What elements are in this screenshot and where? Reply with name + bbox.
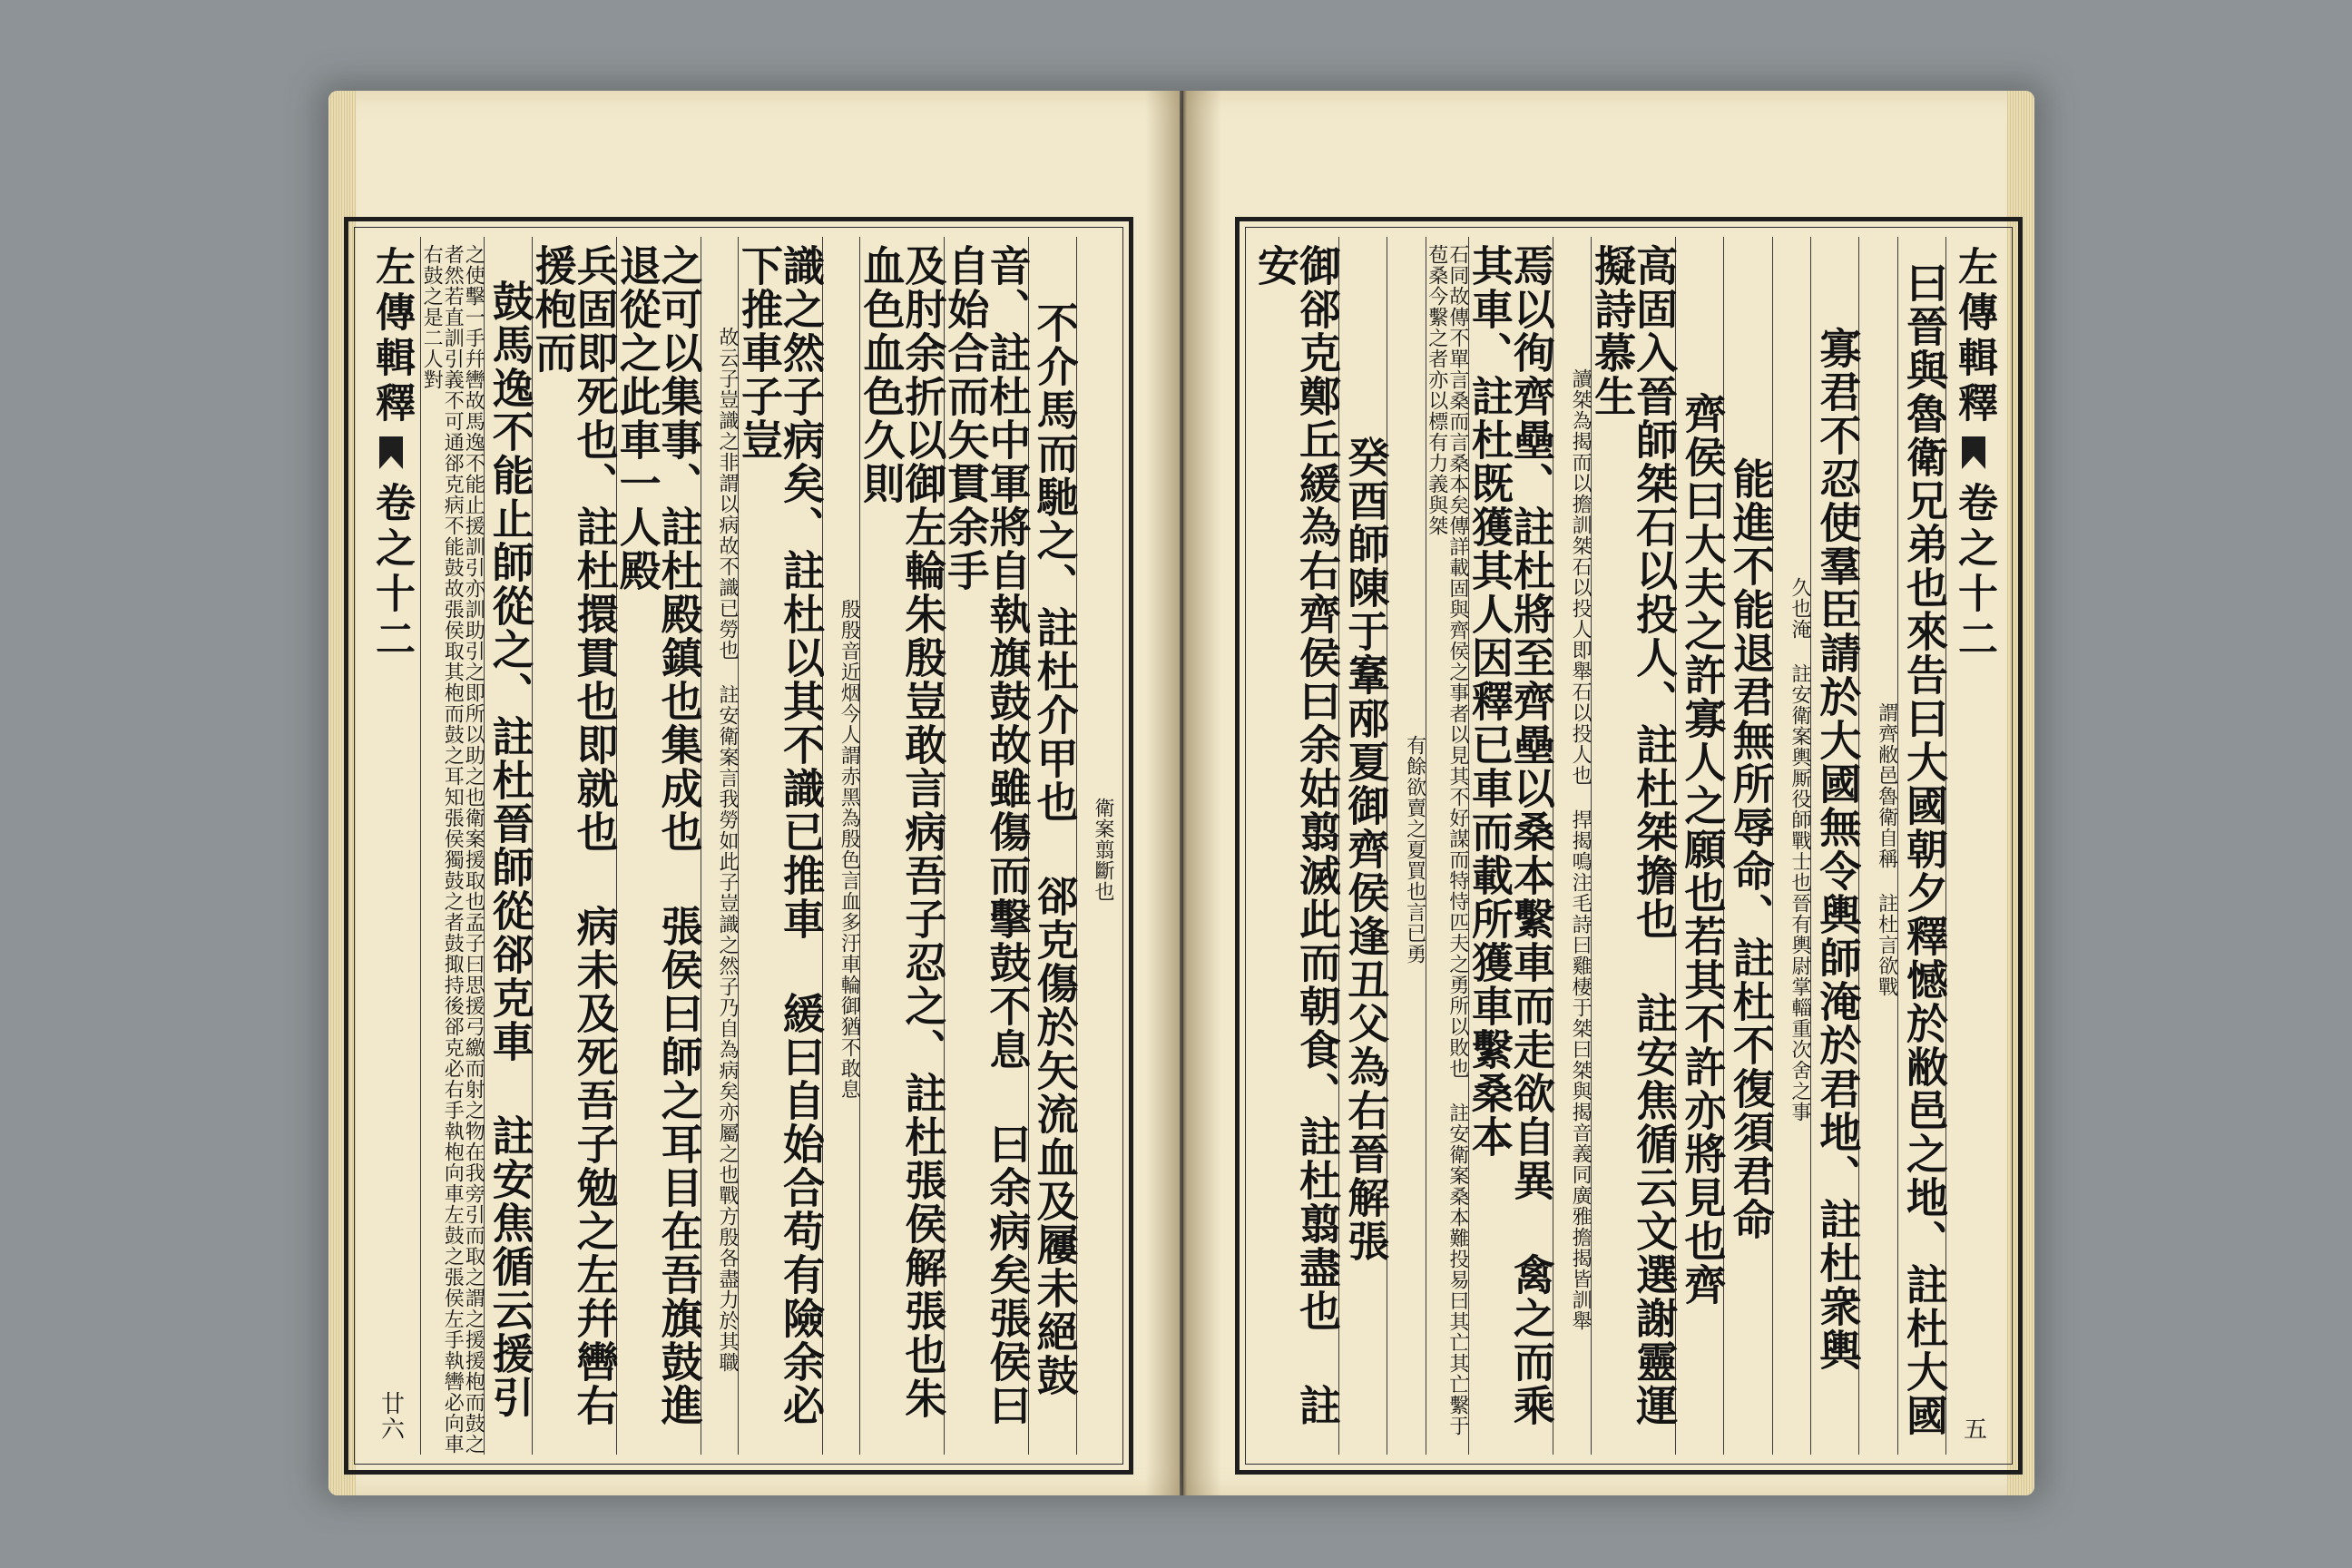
left-page-frame xyxy=(345,218,1132,1474)
text-column xyxy=(1553,237,1591,1455)
folio-number: 廿六 xyxy=(377,1391,405,1442)
text-column xyxy=(1588,237,1680,1455)
fishtail-ornament xyxy=(1962,436,1985,469)
text-column xyxy=(484,237,535,1455)
text-column xyxy=(1076,237,1113,1455)
text-column xyxy=(1897,237,1949,1455)
main-text: 齊侯曰大夫之許寡人之願也若其不許亦將見也齊 xyxy=(1678,392,1728,1307)
text-column xyxy=(1387,237,1425,1455)
annotation-text: 石同故傳不單言桑而言桑本矣傳詳載固與齊侯之事者以見其不好謀而特恃匹夫之勇所以敗也 註安衛案桑本難投易曰其亡其亡繫于苞桑今繫之者亦以標有力義與桀 xyxy=(1425,244,1469,1436)
text-column xyxy=(1251,237,1343,1455)
right-page xyxy=(1183,91,2034,1495)
main-text: 曰晉與魯衛兄弟也來告曰大國朝夕釋憾於敝邑之地、註杜大國 xyxy=(1900,261,1949,1437)
margin-volume-number: 卷之十二 xyxy=(1951,482,1997,663)
text-column xyxy=(612,237,704,1455)
open-book xyxy=(328,91,2034,1495)
margin-volume-number: 卷之十二 xyxy=(368,482,416,663)
right-page-frame xyxy=(1236,218,2022,1474)
text-column xyxy=(734,237,826,1455)
main-text: 及肘余折以御左輪朱殷豈敢言病吾子忍之、註杜張侯解張也朱血色血色久則 xyxy=(857,244,948,1420)
text-column xyxy=(1858,237,1896,1455)
annotation-text: 殷殷音近烟今人謂赤黑為殷色言血多汙車輪御猶不敢息 xyxy=(838,599,861,1100)
annotation-text: 讀桀為揭而以擔訓桀石以投人即舉石以投人也 捍揭鳴注毛詩曰雞棲于桀曰桀與揭音義同廣雅擔揭皆訓舉 xyxy=(1569,368,1592,1331)
text-column xyxy=(1723,237,1776,1455)
text-column xyxy=(1028,237,1080,1455)
text-column xyxy=(1772,237,1810,1455)
annotation-text: 久也淹 註安衛案輿厮役師戰士也晉有輿尉掌輜重次舍之事 xyxy=(1788,576,1812,1122)
text-column xyxy=(1675,237,1728,1455)
main-text: 識之然子病矣、註杜以其不識已推車 緩曰自始合苟有險余必下推車子豈 xyxy=(734,244,826,1427)
left-page xyxy=(328,91,1180,1495)
main-text: 癸酉師陳于鞌邴夏御齊侯逢丑父為右晉解張 xyxy=(1341,436,1391,1263)
fishtail-ornament xyxy=(379,436,403,469)
text-column xyxy=(420,237,484,1455)
text-column xyxy=(1465,237,1556,1455)
text-column xyxy=(857,237,948,1455)
main-text: 御郤克鄭丘緩為右齊侯曰余姑翦滅此而朝食、註杜翦盡也 註安 xyxy=(1251,244,1343,1427)
text-column xyxy=(822,237,859,1455)
annotation-text: 有餘欲賣之夏買也言已勇 xyxy=(1403,734,1426,965)
main-text: 能進不能退君無所辱命、註杜不復須君命 xyxy=(1726,457,1776,1241)
annotation-text: 故云子豈識之非謂以病故不識已勞也 註安衛案言我勞如此子豈識之然子乃自為病矣亦屬之也戰方殷各盡力於其職 xyxy=(715,326,739,1373)
text-column xyxy=(941,237,1033,1455)
main-text: 寡君不忍使羣臣請於大國無令輿師淹於君地、註杜衆輿 xyxy=(1813,327,1863,1372)
right-page-columns xyxy=(1251,237,2003,1455)
text-column xyxy=(528,237,620,1455)
right-page-margin-column xyxy=(1945,237,2003,1455)
folio-number: 五 xyxy=(1959,1416,1987,1442)
annotation-text: 謂齊敝邑魯衛自稱 註杜言欲戰 xyxy=(1875,701,1898,997)
main-text: 之可以集事、註杜殿鎮也集成也 張侯曰師之耳目在吾旗鼓進退從之此車一人殿 xyxy=(612,244,704,1427)
text-column xyxy=(1426,237,1468,1455)
text-column xyxy=(701,237,738,1455)
left-page-margin-column xyxy=(364,237,420,1455)
main-text: 焉以徇齊壘、註杜將至齊壘以桑本繫車而走欲自異 禽之而乘其車、註杜既獲其人因釋已車而載所獲車繫桑本 xyxy=(1465,244,1556,1427)
margin-book-title: 左傳輯釋 xyxy=(368,246,416,427)
annotation-text: 之使擊一手幷轡故馬逸不能止援訓引亦訓助引之即所以助之也衛案援取也孟子曰思援弓繳而射之物在我旁引而取之謂之援援枹而鼓之者然若直訓引義不可通郤克病不能鼓故張侯取其枹而鼓之耳知張侯獨鼓之者鼓掫持後郤克必右手執枹向車左鼓之張侯左手執轡必向車右鼓之是二人對 xyxy=(420,244,485,1455)
text-column xyxy=(1810,237,1863,1455)
main-text: 音、註杜中軍將自執旗鼓故雖傷而擊鼓不息 曰余病矣張侯曰自始合而矢貫余手 xyxy=(941,244,1033,1427)
main-text: 不介馬而馳之、註杜介甲也 郤克傷於矢流血及屨未絕鼓 xyxy=(1030,301,1080,1397)
left-page-columns xyxy=(364,237,1113,1455)
main-text: 高固入晉師桀石以投人、註杜桀擔也 註安焦循云文選謝靈運擬詩慕生 xyxy=(1588,244,1680,1427)
main-text: 鼓馬逸不能止師從之、註杜晉師從郤克車 註安焦循云援引 xyxy=(485,279,535,1419)
annotation-text: 衛案翦斷也 xyxy=(1092,797,1114,902)
main-text: 兵固即死也、註杜擐貫也即就也 病未及死吾子勉之左幷轡右援枹而 xyxy=(528,244,620,1427)
text-column xyxy=(1338,237,1391,1455)
margin-book-title: 左傳輯釋 xyxy=(1951,246,1997,427)
